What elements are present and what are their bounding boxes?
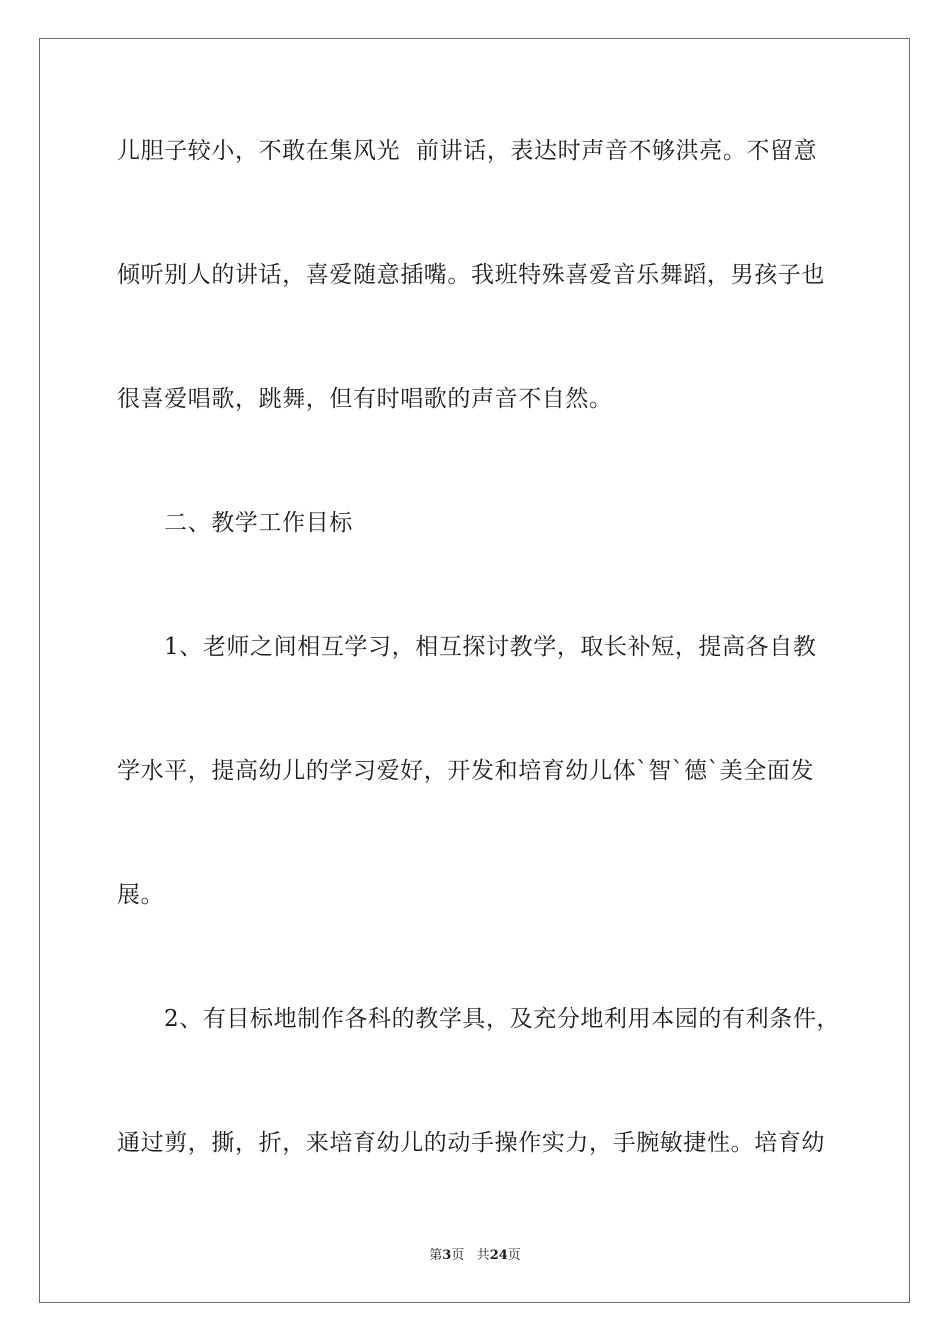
paragraph-line: 1、老师之间相互学习，相互探讨教学，取长补短，提高各自教: [164, 634, 817, 660]
paragraph-line: 倾听别人的讲话，喜爱随意插嘴。我班特殊喜爱音乐舞蹈，男孩子也: [117, 262, 825, 288]
paragraph-line: 学水平，提高幼儿的学习爱好，开发和培育幼儿体`智`德`美全面发: [117, 758, 815, 784]
total-prefix: 共: [476, 1248, 490, 1263]
paragraph-line: 2、有目标地制作各科的教学具，及充分地利用本园的有利条件，: [164, 1006, 841, 1032]
page-prefix: 第: [429, 1248, 443, 1263]
paragraph-line: 儿胆子较小，不敢在集风光 前讲话，表达时声音不够洪亮。不留意: [117, 138, 818, 164]
paragraph-line: 展。: [117, 882, 165, 908]
section-heading: 二、教学工作目标: [164, 510, 353, 536]
page-footer: [0, 1247, 950, 1265]
paragraph-line: 很喜爱唱歌，跳舞，但有时唱歌的声音不自然。: [117, 386, 613, 412]
page-suffix: 页: [451, 1248, 465, 1263]
total-pages: 24: [489, 1248, 508, 1263]
page-border: [39, 38, 910, 1303]
page-number: 3: [442, 1248, 452, 1263]
total-suffix: 页: [507, 1248, 521, 1263]
paragraph-line: 通过剪，撕，折，来培育幼儿的动手操作实力，手腕敏捷性。培育幼: [117, 1130, 825, 1156]
